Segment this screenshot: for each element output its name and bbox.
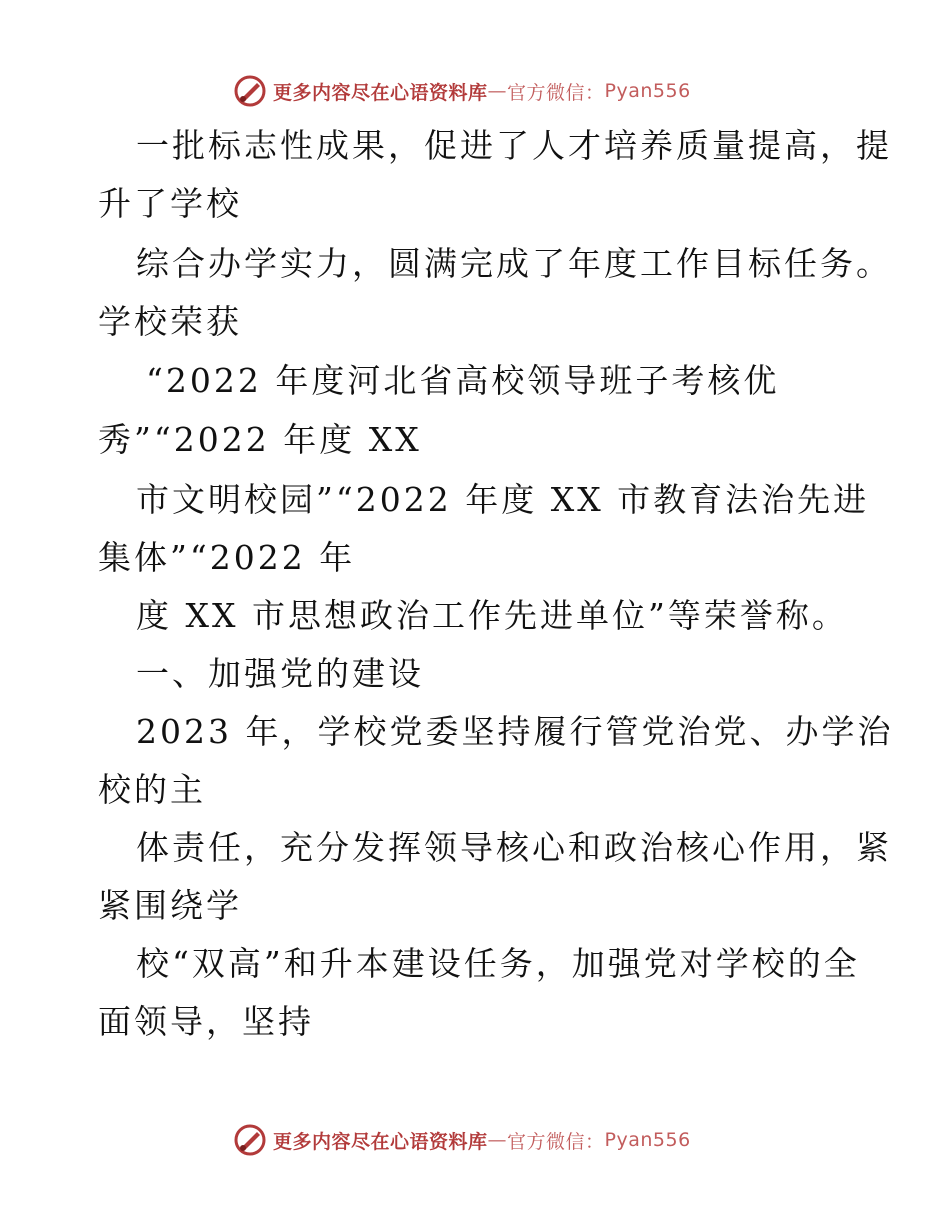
watermark-label: 官方微信：: [507, 1130, 605, 1153]
text-line: 校的主: [98, 770, 206, 809]
watermark-id: Pyan556: [604, 1129, 691, 1151]
watermark-label: 官方微信：: [507, 81, 605, 104]
watermark-brand: 更多内容尽在心语资料库: [273, 1130, 488, 1153]
text-line: 市文明校园”“2022 年度 XX 市教育法治先进: [136, 480, 870, 519]
watermark-brand: 更多内容尽在心语资料库: [273, 81, 488, 104]
text-line: 紧围绕学: [98, 886, 242, 925]
text-line: 面领导，坚持: [98, 1002, 314, 1041]
footer-watermark: [233, 1122, 691, 1158]
header-watermark: [233, 73, 691, 109]
text-line: “2022 年度河北省高校领导班子考核优: [146, 361, 780, 400]
text-line: 秀”“2022 年度 XX: [98, 420, 422, 459]
watermark-dash: —: [487, 80, 508, 102]
watermark-dash: —: [487, 1129, 508, 1151]
watermark-id: Pyan556: [604, 80, 691, 102]
text-line: 升了学校: [98, 184, 242, 223]
text-line: 一批标志性成果，促进了人才培养质量提高，提: [136, 126, 892, 165]
text-line: 体责任，充分发挥领导核心和政治核心作用，紧: [136, 828, 892, 867]
text-line: 度 XX 市思想政治工作先进单位”等荣誉称。: [136, 596, 848, 635]
text-line: 综合办学实力，圆满完成了年度工作目标任务。: [136, 244, 892, 283]
section-heading: 一、加强党的建设: [136, 654, 424, 693]
brush-circle-logo-icon: [233, 1123, 267, 1157]
text-line: 校“双高”和升本建设任务，加强党对学校的全: [136, 944, 860, 983]
text-line: 2023 年，学校党委坚持履行管党治党、办学治: [136, 712, 894, 751]
brush-circle-logo-icon: [233, 74, 267, 108]
text-line: 集体”“2022 年: [98, 538, 356, 577]
text-line: 学校荣获: [98, 302, 242, 341]
